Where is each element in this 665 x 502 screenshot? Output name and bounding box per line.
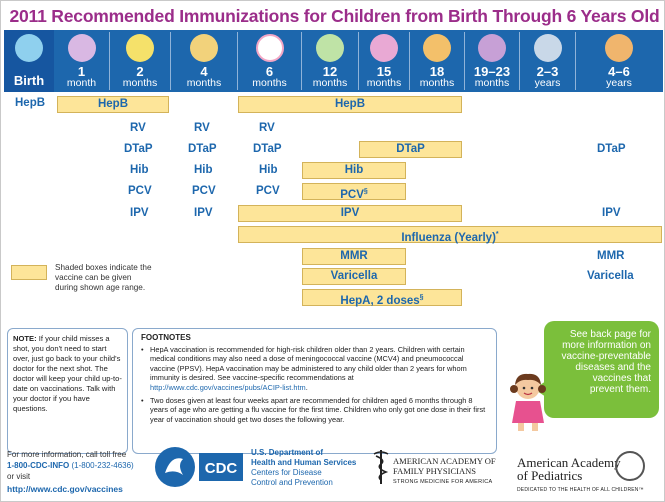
mmr-bar-12-15m: MMR (302, 248, 406, 265)
book-icon (605, 34, 633, 62)
ball-icon (370, 34, 398, 62)
aap-line-1: American Academy (517, 455, 621, 470)
age-col-birth (4, 32, 54, 92)
crayons-icon (534, 34, 562, 62)
influenza-footnote-mark: * (495, 231, 499, 238)
footnotes-list (141, 345, 488, 425)
rv-2m-label: RV (130, 122, 146, 134)
age-unit: months (366, 77, 402, 89)
mmr-4-6y-label: MMR (597, 250, 625, 262)
age-col-4-6y (576, 32, 662, 92)
footnote-1-text: HepA vaccination is recommended for high-risk children older than 2 years. Children with certain medical conditions may also need a dose of meningococcal vaccine (MCV4) and pneumococcal vaccine (PPSV). HepA vaccination may be administered to any child older than 2 years for whom immunity is desired. See vaccine-specific recommendations at (150, 344, 467, 383)
phone-number[interactable]: (1-800-232-4636) (69, 461, 134, 470)
rattle-icon (68, 34, 96, 62)
aap-line-2: of Pediatrics (517, 468, 583, 483)
contact-or: or visit (7, 472, 31, 481)
age-col-1m (54, 32, 109, 92)
pcv-footnote-mark: § (363, 188, 368, 195)
age-col-15m (359, 32, 409, 92)
age-unit: months (312, 77, 348, 89)
ipv-bar-6-18m: IPV (238, 205, 462, 222)
rv-4m-label: RV (194, 122, 210, 134)
duck-icon (126, 34, 154, 62)
footnote-2-text: Two doses given at least four weeks apart are recommended for children aged 6 months through 8 years of age who are getting a flu vaccine for the first time. Children who only got one dose in their first year of vaccination should get two doses the following year. (150, 395, 486, 424)
pcv-2m-label: PCV (128, 185, 152, 197)
hepb-birth-label: HepB (15, 97, 46, 109)
hepa-bar-label: HepA, 2 doses (340, 294, 420, 307)
contact-line: For more information, call toll free (7, 450, 127, 459)
age-label: 2–3 (536, 64, 559, 79)
note-box (7, 328, 128, 454)
teether-icon (190, 34, 218, 62)
age-col-18m (410, 32, 464, 92)
aafp-line-2: FAMILY PHYSICIANS (393, 466, 476, 476)
influenza-bar-6m-6y (238, 226, 662, 243)
note-text: If your child misses a shot, you don't need to start over, just go back to your child's doctor for the next shot. The doctor will keep your child up-to-date on vaccinations. Talk with your doctor if you have questions. (13, 334, 122, 413)
age-unit: years (606, 77, 632, 89)
pacifier-icon (15, 34, 43, 62)
age-col-2-3y (520, 32, 575, 92)
aap-name (517, 456, 621, 482)
rv-6m-label: RV (259, 122, 275, 134)
footnotes-heading: FOOTNOTES (141, 333, 191, 342)
age-unit: months (122, 77, 158, 89)
age-unit: months (419, 77, 455, 89)
dtap-bar-15-18m: DTaP (359, 141, 462, 158)
dtap-4-6y-label: DTaP (597, 143, 626, 155)
age-label: 15 (376, 64, 392, 79)
age-unit: years (534, 77, 561, 89)
ipv-4-6y-label: IPV (602, 207, 621, 219)
legend-swatch (11, 265, 47, 280)
cdc-logo-text: CDC (204, 460, 238, 477)
pcv-6m-label: PCV (256, 185, 280, 197)
influenza-bar-label: Influenza (Yearly) (401, 231, 496, 244)
dtap-6m-label: DTaP (253, 143, 282, 155)
hib-6m-label: Hib (259, 164, 278, 176)
age-label: 2 (136, 64, 144, 79)
pcv-bar-12-15m (302, 183, 406, 200)
age-label: 19–23 (473, 64, 511, 79)
bib-icon (256, 34, 284, 62)
hhs-cdc-logo-icon (153, 445, 246, 490)
contact-phone (7, 461, 134, 470)
aafp-caduceus-icon (373, 448, 389, 486)
age-unit: months (474, 77, 510, 89)
age-label: 18 (429, 64, 445, 79)
note-label: NOTE: (13, 334, 37, 343)
aafp-line-1: AMERICAN ACADEMY OF (393, 456, 496, 466)
acip-link[interactable]: http://www.cdc.gov/vaccines/pubs/ACIP-list.htm (150, 382, 306, 392)
footnote-1-end: . (305, 382, 308, 392)
page-title: 2011 Recommended Immunizations for Children from Birth Through 6 Years Old (9, 6, 660, 26)
varicella-bar-12-15m: Varicella (302, 268, 406, 285)
age-col-4m (171, 32, 237, 92)
train-icon (478, 34, 506, 62)
child-illustration-icon (506, 371, 550, 433)
hepa-bar-12-23m (302, 289, 462, 306)
hhs-title-2: Health and Human Services (251, 458, 357, 467)
age-label: 6 (265, 64, 274, 79)
phone-name[interactable]: 1-800-CDC-INFO (7, 461, 70, 470)
age-unit: month (66, 77, 97, 89)
hhs-title-1: U.S. Department of (251, 448, 324, 457)
age-col-2m (110, 32, 170, 92)
dtap-2m-label: DTaP (124, 143, 153, 155)
age-unit: months (252, 77, 287, 89)
hepb-bar-1-2m: HepB (57, 96, 169, 113)
footnotes-box (132, 328, 497, 454)
hib-2m-label: Hib (130, 164, 149, 176)
hhs-sub-1: Centers for Disease (251, 468, 322, 477)
hhs-sub-2: Control and Prevention (251, 478, 333, 487)
age-col-12m (302, 32, 358, 92)
hepb-bar-6-18m: HepB (238, 96, 462, 113)
varicella-4-6y-label: Varicella (587, 270, 634, 282)
bubble-text: See back page for more information on vaccine-preventable diseases and the vaccines that prevent them. (561, 329, 651, 395)
age-label: Birth (13, 73, 45, 88)
age-col-6m (238, 32, 301, 92)
pcv-4m-label: PCV (192, 185, 216, 197)
age-label: 1 (77, 64, 86, 79)
info-speech-bubble (544, 321, 659, 418)
age-unit: months (186, 77, 222, 89)
hib-4m-label: Hib (194, 164, 213, 176)
dtap-4m-label: DTaP (188, 143, 217, 155)
ipv-4m-label: IPV (194, 207, 213, 219)
hepa-footnote-mark: § (419, 294, 424, 301)
ring-stacker-icon (423, 34, 451, 62)
age-label: 4–6 (608, 64, 630, 79)
age-col-19-23m (465, 32, 519, 92)
age-label: 12 (322, 64, 338, 79)
legend-text: Shaded boxes indicate the vaccine can be given during shown age range. (55, 263, 152, 292)
aafp-tagline: STRONG MEDICINE FOR AMERICA (393, 479, 493, 485)
hib-bar-12-15m: Hib (302, 162, 406, 179)
age-label: 4 (200, 64, 208, 79)
cdc-vaccines-link[interactable]: http://www.cdc.gov/vaccines (7, 484, 123, 494)
booties-icon (316, 34, 344, 62)
aap-seal-icon (615, 451, 645, 481)
pcv-bar-label: PCV (340, 188, 364, 201)
footnote-item (141, 396, 488, 425)
aap-tagline: DEDICATED TO THE HEALTH OF ALL CHILDREN™ (517, 487, 644, 493)
aafp-name (393, 456, 496, 476)
hhs-text (251, 448, 356, 488)
ipv-2m-label: IPV (130, 207, 149, 219)
footnote-item (141, 345, 488, 393)
